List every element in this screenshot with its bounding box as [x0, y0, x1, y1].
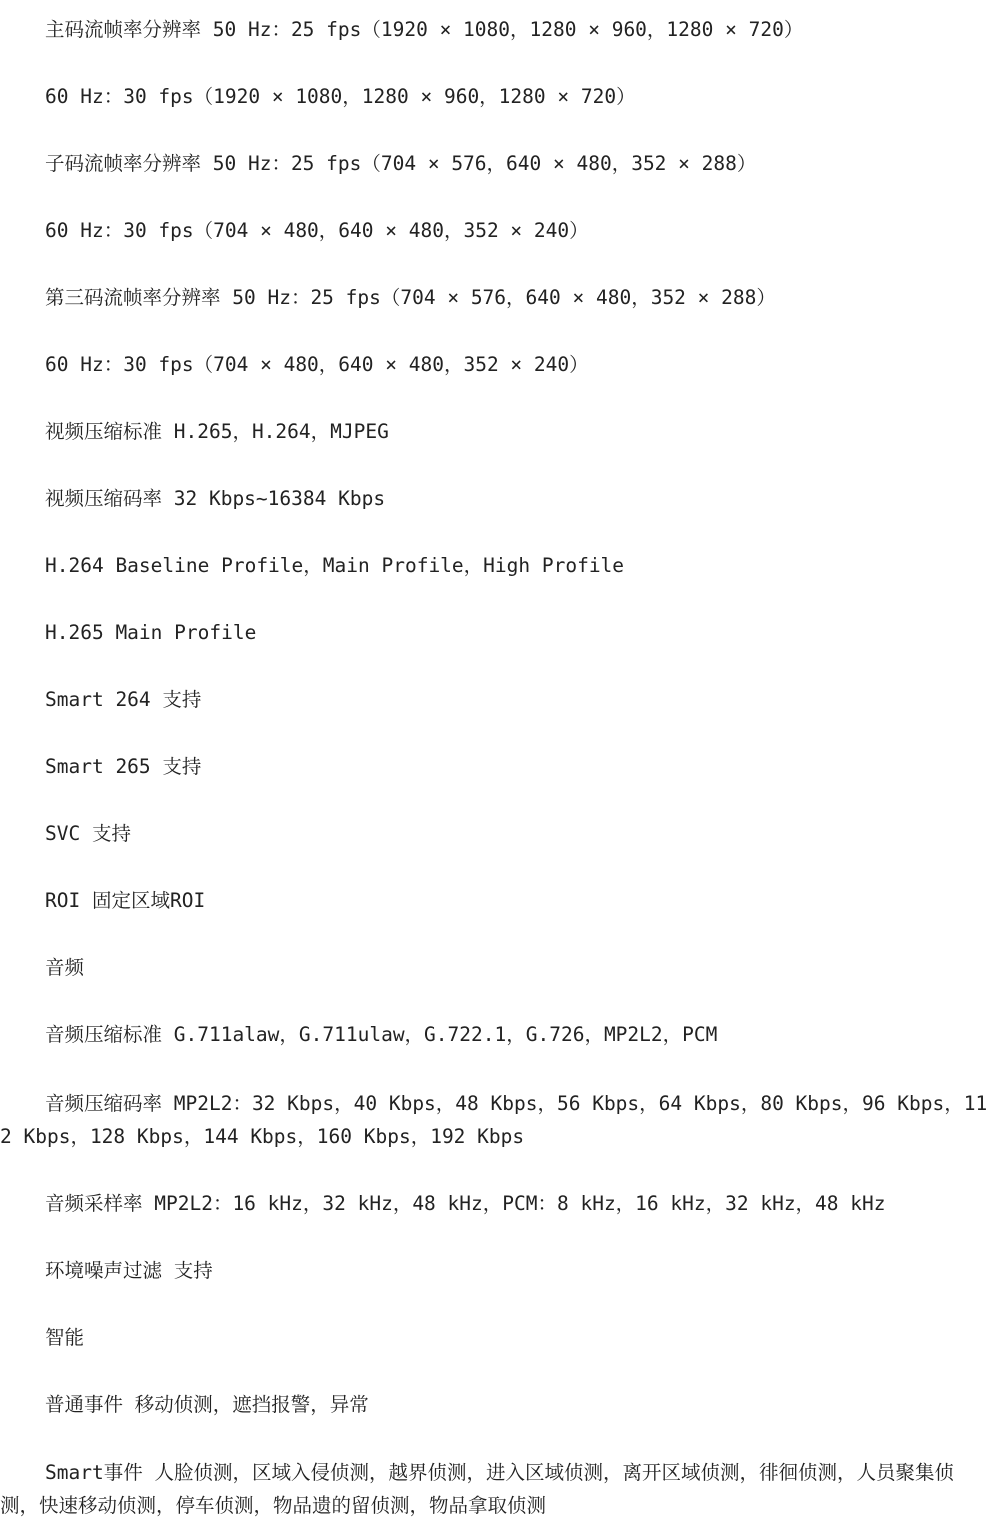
- audio-section-heading: 音频: [45, 956, 85, 979]
- audio-bitrate: 音频压缩码率 MP2L2：32 Kbps，40 Kbps，48 Kbps，56 Kbps，64 Kbps，80 Kbps，96 Kbps，112 Kbps，128 Kbps，144 Kbps，160 Kbps，192 Kbps: [0, 1092, 988, 1148]
- third-stream-resolution-50hz: 第三码流帧率分辨率 50 Hz：25 fps（704 × 576，640 × 480，352 × 288）: [45, 286, 776, 309]
- intelligence-section-heading: 智能: [45, 1326, 85, 1349]
- noise-filtering: 环境噪声过滤 支持: [45, 1259, 213, 1282]
- audio-compression-standard: 音频压缩标准 G.711alaw，G.711ulaw，G.722.1，G.726，MP2L2，PCM: [45, 1023, 718, 1046]
- roi: ROI 固定区域ROI: [45, 889, 206, 912]
- video-bitrate: 视频压缩码率 32 Kbps~16384 Kbps: [45, 487, 386, 510]
- basic-events: 普通事件 移动侦测，遮挡报警，异常: [45, 1393, 369, 1416]
- sub-stream-resolution-60hz: 60 Hz：30 fps（704 × 480，640 × 480，352 × 240）: [45, 219, 589, 242]
- audio-sample-rate: 音频采样率 MP2L2：16 kHz，32 kHz，48 kHz，PCM：8 kHz，16 kHz，32 kHz，48 kHz: [45, 1192, 886, 1215]
- third-stream-resolution-60hz: 60 Hz：30 fps（704 × 480，640 × 480，352 × 240）: [45, 353, 589, 376]
- main-stream-resolution-60hz: 60 Hz：30 fps（1920 × 1080，1280 × 960，1280 × 720）: [45, 85, 636, 108]
- sub-stream-resolution-50hz: 子码流帧率分辨率 50 Hz：25 fps（704 × 576，640 × 480，352 × 288）: [45, 152, 757, 175]
- h265-profile: H.265 Main Profile: [45, 621, 257, 644]
- smart-events: Smart事件 人脸侦测，区域入侵侦测，越界侦测，进入区域侦测，离开区域侦测，徘徊侦测，人员聚集侦测，快速移动侦测，停车侦测，物品遗的留侦测，物品拿取侦测: [0, 1461, 954, 1517]
- smart-265: Smart 265 支持: [45, 755, 202, 778]
- h264-profiles: H.264 Baseline Profile，Main Profile，High Profile: [45, 554, 625, 577]
- video-compression-standard: 视频压缩标准 H.265，H.264，MJPEG: [45, 420, 389, 443]
- main-stream-resolution-50hz: 主码流帧率分辨率 50 Hz：25 fps（1920 × 1080，1280 × 960，1280 × 720）: [45, 18, 804, 41]
- smart-264: Smart 264 支持: [45, 688, 202, 711]
- svc-support: SVC 支持: [45, 822, 131, 845]
